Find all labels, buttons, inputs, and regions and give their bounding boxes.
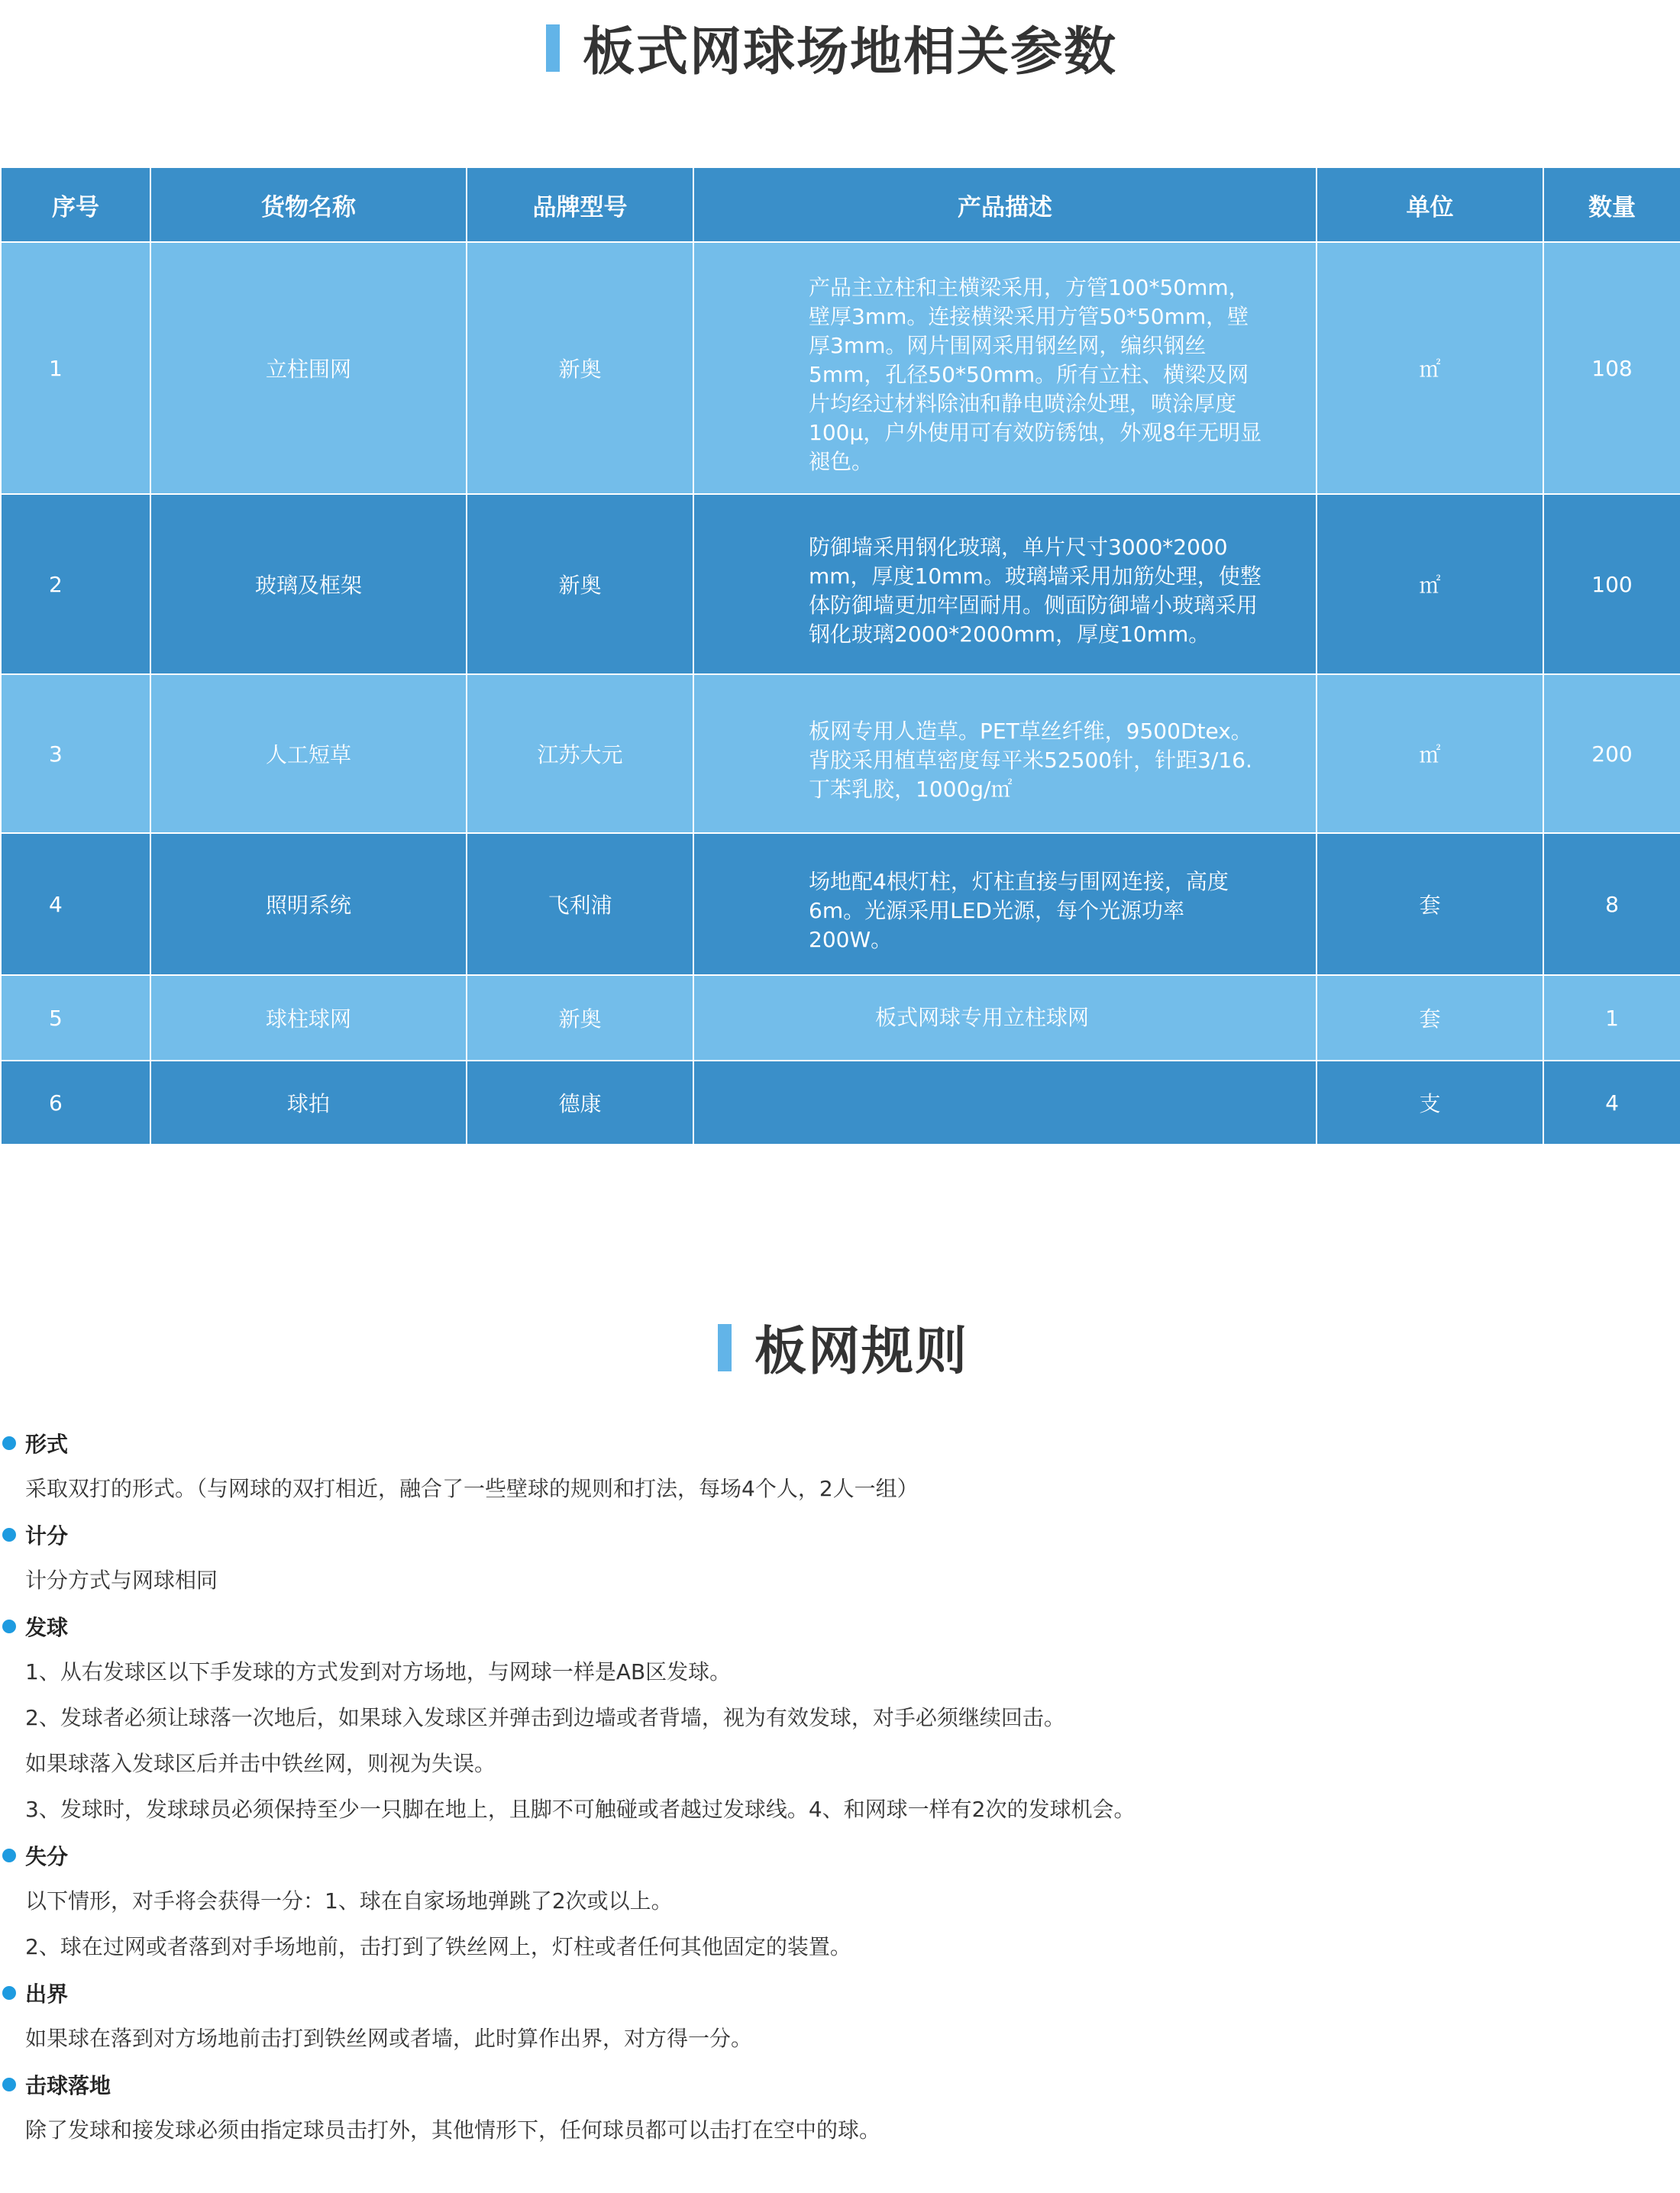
quantity: 4 — [1543, 1061, 1680, 1145]
rules-list — [0, 1428, 1680, 2161]
section-title: 板网规则 — [754, 1322, 969, 1382]
unit: 支 — [1317, 1061, 1543, 1145]
description: 场地配4根灯柱，灯柱直接与围网连接，高度6m。光源采用LED光源，每个光源功率200W。 — [693, 833, 1317, 975]
params-table — [0, 166, 1680, 1145]
brand: 江苏大元 — [467, 674, 693, 833]
header-cell: 品牌型号 — [467, 167, 693, 242]
goods-name: 球柱球网 — [150, 975, 467, 1061]
rule-title: 击球落地 — [25, 2073, 111, 2098]
rule-text: 以下情形，对手将会获得一分：1、球在自家场地弹跳了2次或以上。 — [25, 1888, 673, 1914]
quantity: 8 — [1543, 833, 1680, 975]
goods-name: 人工短草 — [150, 674, 467, 833]
rule-heading — [0, 2069, 1680, 2100]
unit: ㎡ — [1317, 494, 1543, 674]
rule-title: 发球 — [25, 1615, 69, 1640]
unit: ㎡ — [1317, 674, 1543, 833]
rule-heading — [0, 1520, 1680, 1550]
description: 防御墙采用钢化玻璃，单片尺寸3000*2000 mm，厚度10mm。玻璃墙采用加筋处理，使整体防御墙更加牢固耐用。侧面防御墙小玻璃采用钢化玻璃2000*2000mm，厚度10mm。 — [693, 494, 1317, 674]
rule-text: 2、球在过网或者落到对手场地前，击打到了铁丝网上，灯柱或者任何其他固定的装置。 — [25, 1934, 851, 1959]
row-number: 2 — [1, 494, 150, 674]
row-number: 4 — [1, 833, 150, 975]
description — [693, 1061, 1317, 1145]
rule-title: 计分 — [25, 1523, 69, 1549]
goods-name: 球拍 — [150, 1061, 467, 1145]
table-row — [1, 674, 1680, 833]
bullet-dot-icon — [2, 1528, 16, 1542]
brand: 新奥 — [467, 975, 693, 1061]
row-number: 6 — [1, 1061, 150, 1145]
unit: 套 — [1317, 833, 1543, 975]
goods-name: 立柱围网 — [150, 242, 467, 494]
description: 产品主立柱和主横梁采用，方管100*50mm，壁厚3mm。连接横梁采用方管50*50mm，壁厚3mm。网片围网采用钢丝网，编织钢丝5mm，孔径50*50mm。所有立柱、横梁及网片均经过材料除油和静电喷涂处理，喷涂厚度100μ，户外使用可有效防锈蚀，外观8年无明显褪色。 — [693, 242, 1317, 494]
brand: 飞利浦 — [467, 833, 693, 975]
table-row — [1, 242, 1680, 494]
description: 板式网球专用立柱球网 — [693, 975, 1317, 1061]
rule-text: 2、发球者必须让球落一次地后，如果球入发球区并弹击到边墙或者背墙，视为有效发球，对手必须继续回击。 — [25, 1705, 1065, 1730]
quantity: 1 — [1543, 975, 1680, 1061]
quantity: 200 — [1543, 674, 1680, 833]
rule-text: 除了发球和接发球必须由指定球员击打外，其他情形下，任何球员都可以击打在空中的球。 — [25, 2117, 881, 2143]
bullet-dot-icon — [2, 2078, 16, 2091]
row-number: 1 — [1, 242, 150, 494]
rule-text: 1、从右发球区以下手发球的方式发到对方场地，与网球一样是AB区发球。 — [25, 1659, 732, 1684]
rule-text: 计分方式与网球相同 — [25, 1568, 218, 1593]
header-cell: 序号 — [1, 167, 150, 242]
quantity: 100 — [1543, 494, 1680, 674]
rule-text: 3、发球时，发球球员必须保持至少一只脚在地上，且脚不可触碰或者越过发球线。4、和网球一样有2次的发球机会。 — [25, 1797, 1136, 1822]
rule-heading — [0, 1428, 1680, 1458]
section-title: 板式网球场地相关参数 — [583, 22, 1118, 82]
goods-name: 照明系统 — [150, 833, 467, 975]
header-cell: 单位 — [1317, 167, 1543, 242]
header-cell: 产品描述 — [693, 167, 1317, 242]
bullet-dot-icon — [2, 1849, 16, 1862]
rule-heading — [0, 1978, 1680, 2008]
heading-accent-bar — [718, 1324, 732, 1371]
header-cell: 数量 — [1543, 167, 1680, 242]
row-number: 3 — [1, 674, 150, 833]
rule-title: 失分 — [25, 1844, 69, 1869]
header-cell: 货物名称 — [150, 167, 467, 242]
rule-text: 如果球落入发球区后并击中铁丝网，则视为失误。 — [25, 1751, 496, 1776]
heading-accent-bar — [546, 24, 560, 72]
rule-title: 出界 — [25, 1981, 69, 2007]
bullet-dot-icon — [2, 1986, 16, 2000]
table-row — [1, 975, 1680, 1061]
row-number: 5 — [1, 975, 150, 1061]
table-row — [1, 494, 1680, 674]
unit: ㎡ — [1317, 242, 1543, 494]
bullet-dot-icon — [2, 1620, 16, 1633]
rule-text: 采取双打的形式。（与网球的双打相近，融合了一些壁球的规则和打法，每场4个人，2人一组） — [25, 1476, 919, 1501]
goods-name: 玻璃及框架 — [150, 494, 467, 674]
section-heading-params — [546, 11, 1117, 85]
table-row — [1, 1061, 1680, 1145]
brand: 新奥 — [467, 494, 693, 674]
quantity: 108 — [1543, 242, 1680, 494]
brand: 德康 — [467, 1061, 693, 1145]
section-heading-rules — [718, 1310, 968, 1384]
rule-title: 形式 — [25, 1432, 69, 1457]
rule-text: 如果球在落到对方场地前击打到铁丝网或者墙，此时算作出界，对方得一分。 — [25, 2026, 753, 2051]
rule-heading — [0, 1840, 1680, 1871]
table-row — [1, 833, 1680, 975]
rule-heading — [0, 1611, 1680, 1642]
table-header-row — [1, 167, 1680, 242]
description: 板网专用人造草。PET草丝纤维，9500Dtex。背胶采用植草密度每平米52500针，针距3/16.丁苯乳胶，1000g/㎡ — [693, 674, 1317, 833]
brand: 新奥 — [467, 242, 693, 494]
unit: 套 — [1317, 975, 1543, 1061]
bullet-dot-icon — [2, 1436, 16, 1450]
